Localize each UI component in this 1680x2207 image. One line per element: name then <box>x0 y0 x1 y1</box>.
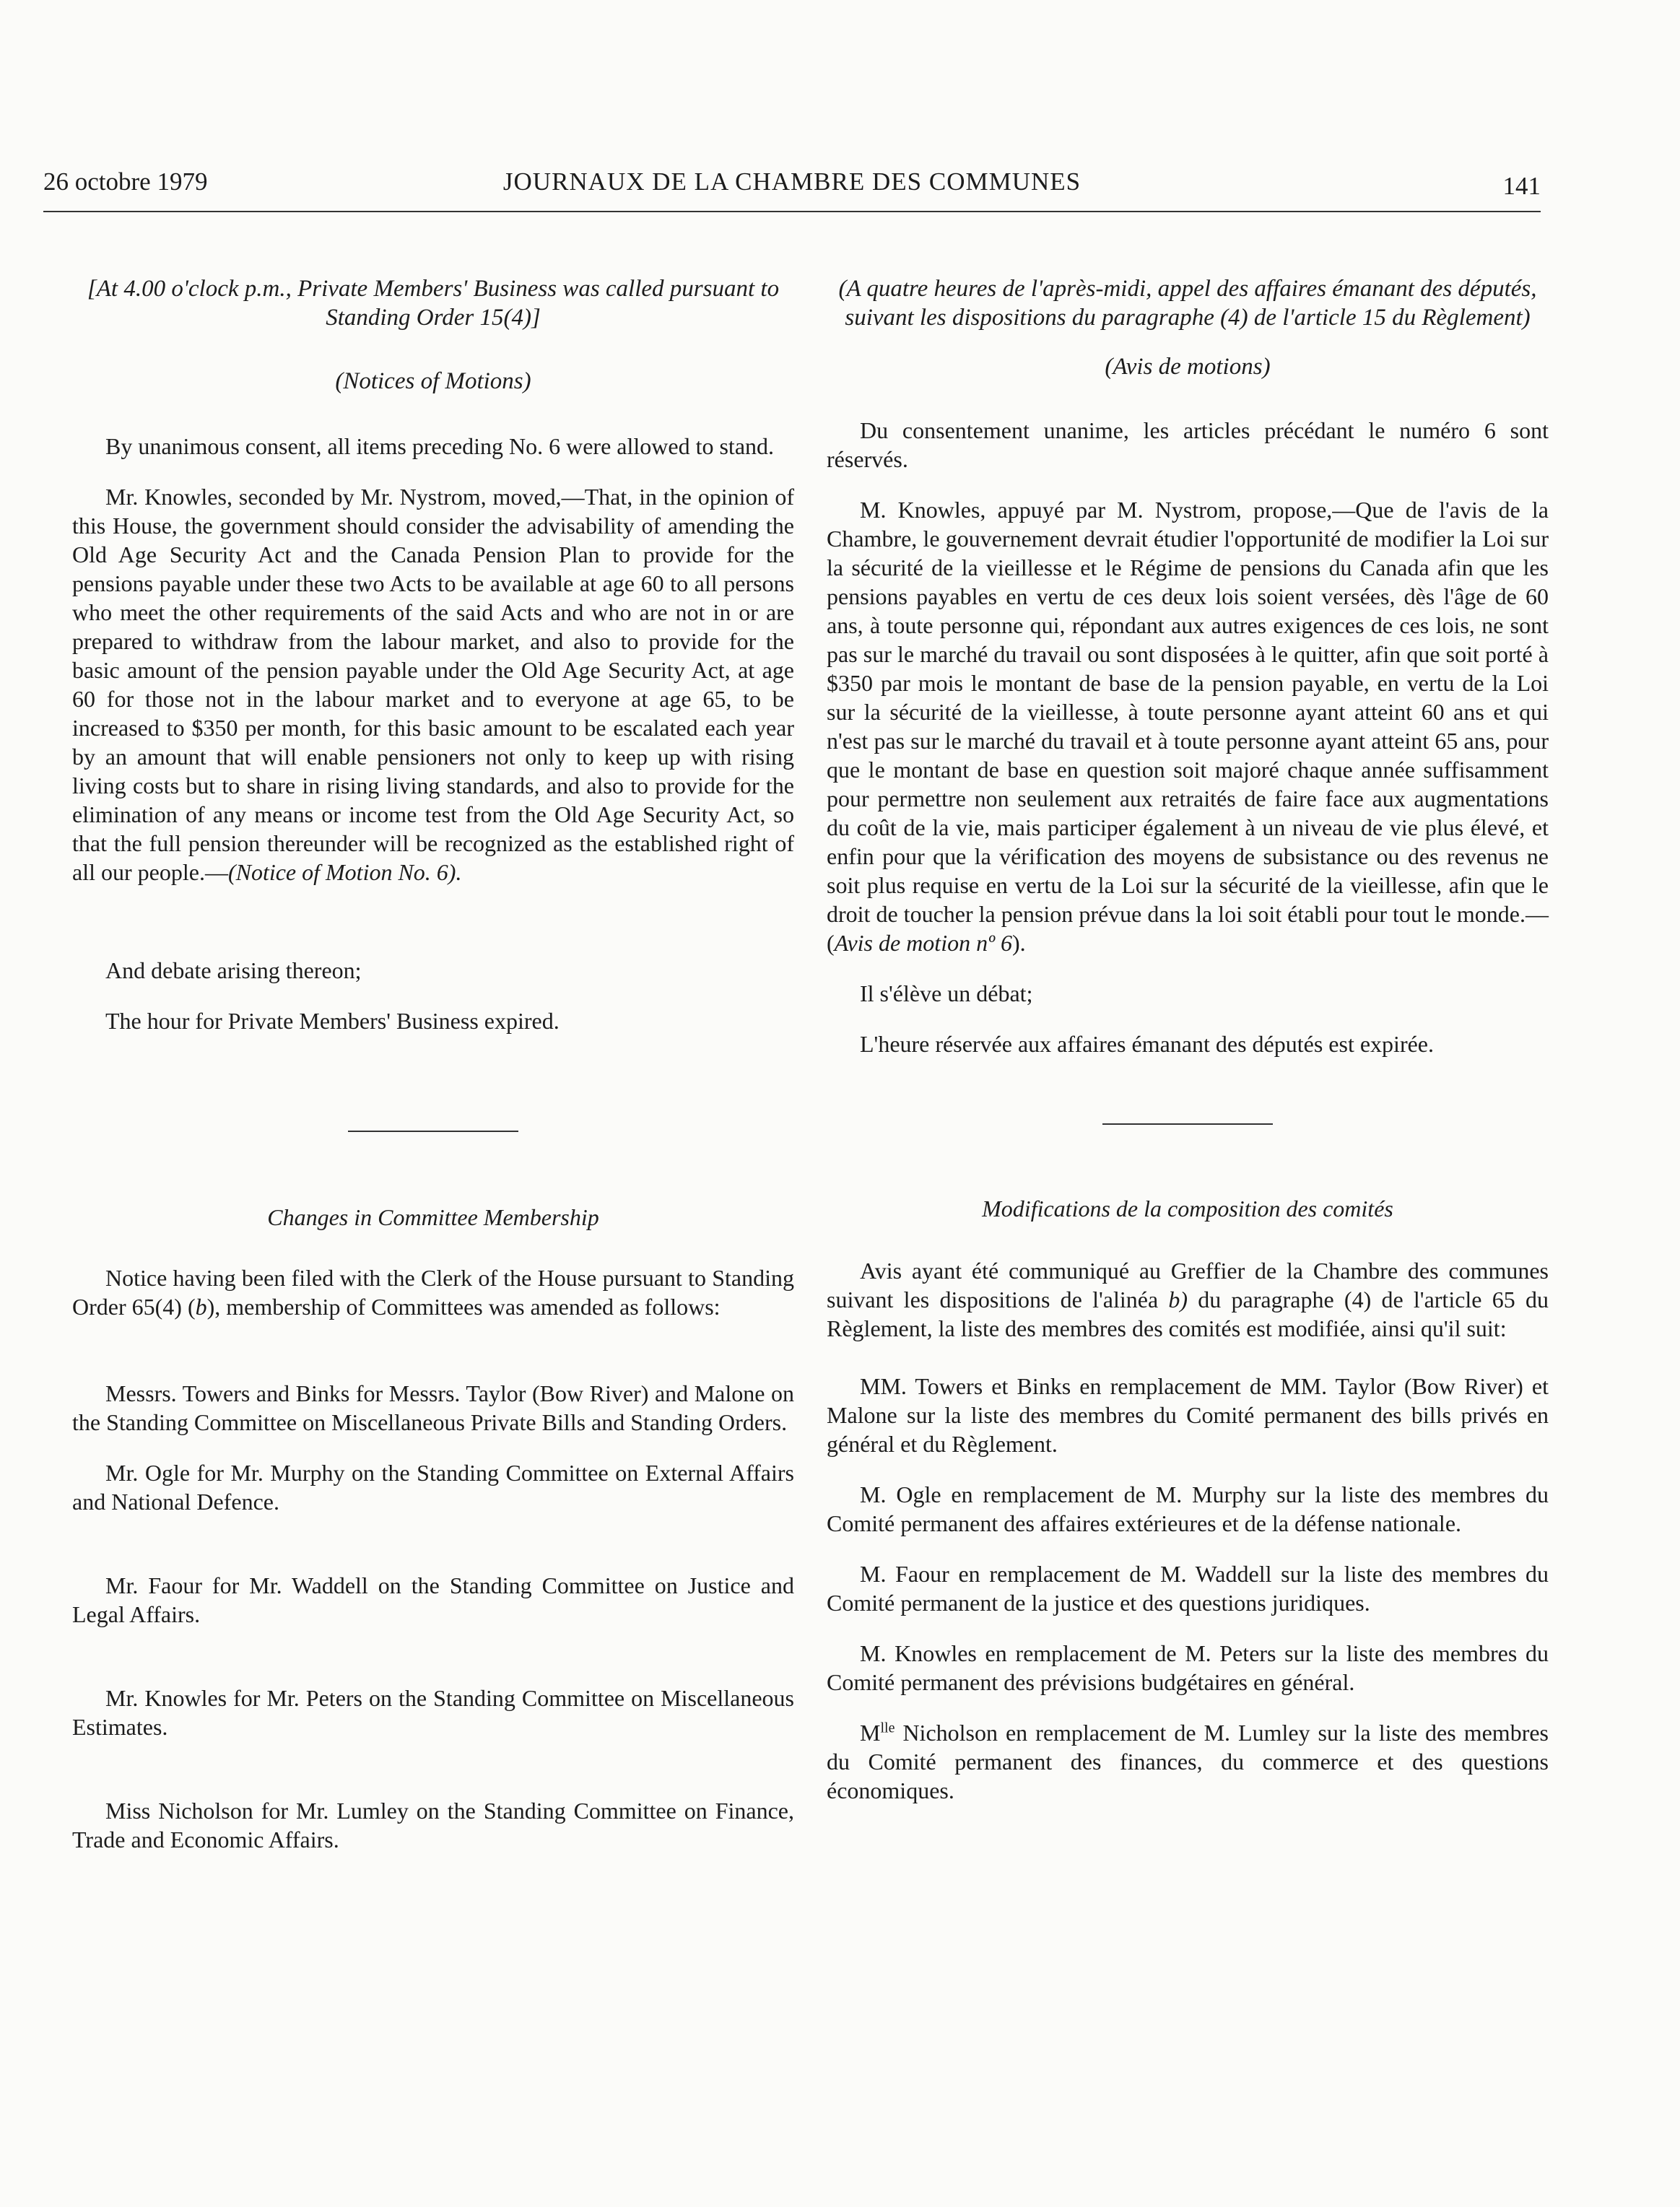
notice-paragraph <box>72 1263 794 1321</box>
expired-paragraph: L'heure réservée aux affaires émanant des députés est expirée. <box>860 1031 1434 1057</box>
membership-change: Mr. Ogle for Mr. Murphy on the Standing Committee on External Affairs and National Defence. <box>72 1460 794 1515</box>
notice-text-start: Avis ayant été communiqué au Greffier de la Chambre des communes suivant les dispositions de l'alinéa <box>827 1258 1549 1313</box>
membership-change: M. Knowles en remplacement de M. Peters sur la liste des membres du Comité permanent des prévisions budgétaires en général. <box>827 1640 1549 1695</box>
membership-change: M. Ogle en remplacement de M. Murphy sur la liste des membres du Comité permanent des affaires extérieures et de la défense nationale. <box>827 1481 1549 1536</box>
intro-bracket: (A quatre heures de l'après-midi, appel des affaires émanant des députés, suivant les dispositions du paragraphe (4) de l'article 15 du Règlement) <box>838 276 1537 331</box>
membership-change: Mr. Faour for Mr. Waddell on the Standing Committee on Justice and Legal Affairs. <box>72 1572 794 1627</box>
notice-text-clause: b <box>195 1294 207 1320</box>
notice-text-end: du paragraphe (4) de l'article 65 du Règlement, la liste des membres des comités est modifiée, ainsi qu'il suit: <box>827 1287 1549 1341</box>
membership-change: M. Faour en remplacement de M. Waddell sur la liste des membres du Comité permanent de la justice et des questions juridiques. <box>827 1561 1549 1616</box>
title-prefix: M <box>860 1720 881 1746</box>
motion-text: M. Knowles, appuyé par M. Nystrom, propose,—Que de l'avis de la Chambre, le gouvernement devrait étudier l'opportunité de modifier la Loi sur la sécurité de la vieillesse et le Régime de pensions du Canada afin que les pensions payables en vertu de ces deux lois soient versées, dès l'âge de 60 ans, à toute personne qui, répondant aux autres exigences de ces lois, ne sont pas sur le marché du travail ou sont disposées à le quitter, afin que soit porté à $350 par mois le montant de base de la pension payable, en vertu de la Loi sur la sécurité de la vieillesse, à toute personne ayant atteint 60 ans et qui n'est pas sur le marché du travail et à toute personne ayant atteint 65 ans, pour que le montant de base en question soit majoré chaque année suffisamment pour permettre non seulement aux retraités de faire face aux augmentations du coût de la vie, mais participer également à un niveau de vie plus élevé, et enfin pour que la vérification des moyens de subsistance ou des revenus ne soit plus requise en vertu de la Loi sur la sécurité de la vieillesse, afin que le droit de toucher la pension prévue dans la loi soit établi pour tout le monde.—( <box>827 497 1549 956</box>
journal-title: JOURNAUX DE LA CHAMBRE DES COMMUNES <box>502 167 1081 196</box>
page-number: 141 <box>1502 172 1541 200</box>
consent-paragraph: By unanimous consent, all items preceding No. 6 were allowed to stand. <box>105 433 775 459</box>
change-text: Nicholson en remplacement de M. Lumley sur la liste des membres du Comité permanent des finances, du commerce et des questions économiques. <box>827 1720 1549 1803</box>
motion-paragraph <box>827 495 1549 957</box>
membership-change: MM. Towers et Binks en remplacement de MM. Taylor (Bow River) et Malone sur la liste des membres du Comité permanent des bills privés en général et du Règlement. <box>827 1373 1549 1457</box>
motion-text: Mr. Knowles, seconded by Mr. Nystrom, moved,—That, in the opinion of this House, the government should consider the advisability of amending the Old Age Security Act and the Canada Pension Plan to provide for the pensions payable under these two Acts to be available at age 60 to all persons who meet the other requirements of the said Acts and who are not in or are prepared to withdraw from the labour market, and also to provide for the basic amount of the pension payable under the Old Age Security Act, at age 60 for those not in the labour market and to everyone at age 65, to be increased to $350 per month, for this basic amount to be escalated each year by an amount that will enable pensioners not only to keep up with rising living costs but to share in rising living standards, and also to provide for the elimination of any means or income test from the Old Age Security Act, so that the full pension thereunder will be recognized as the established right of all our people.— <box>72 484 794 885</box>
debate-paragraph: Il s'élève un débat; <box>860 980 1033 1006</box>
membership-change <box>827 1718 1549 1805</box>
english-column <box>72 274 794 1854</box>
notices-heading: (Notices of Motions) <box>335 368 531 394</box>
membership-change: Miss Nicholson for Mr. Lumley on the Standing Committee on Finance, Trade and Economic Affairs. <box>72 1798 794 1853</box>
committee-heading: Modifications de la composition des comités <box>982 1196 1393 1222</box>
intro-bracket: [At 4.00 o'clock p.m., Private Members' Business was called pursuant to Standing Order 15(4)] <box>87 276 780 331</box>
consent-paragraph: Du consentement unanime, les articles précédant le numéro 6 sont réservés. <box>827 417 1549 472</box>
notices-heading: (Avis de motions) <box>1105 354 1271 380</box>
running-header <box>43 167 1541 212</box>
motion-reference: Avis de motion nº 6 <box>834 930 1012 956</box>
motion-paragraph <box>72 482 794 887</box>
membership-change: Mr. Knowles for Mr. Peters on the Standing Committee on Miscellaneous Estimates. <box>72 1685 794 1740</box>
notice-paragraph <box>827 1256 1549 1343</box>
header-date: 26 octobre 1979 <box>43 167 208 196</box>
debate-paragraph: And debate arising thereon; <box>105 957 362 983</box>
notice-text-start: Notice having been filed with the Clerk of the House pursuant to Standing Order 65(4) ( <box>72 1265 794 1320</box>
title-superscript: lle <box>880 1720 895 1736</box>
notice-text-clause: b) <box>1168 1287 1188 1313</box>
membership-change: Messrs. Towers and Binks for Messrs. Taylor (Bow River) and Malone on the Standing Committee on Miscellaneous Private Bills and Standing Orders. <box>72 1380 794 1435</box>
committee-heading: Changes in Committee Membership <box>267 1204 599 1230</box>
motion-reference-end: ). <box>1012 930 1026 956</box>
motion-reference: (Notice of Motion No. 6). <box>227 859 462 885</box>
french-column <box>827 274 1549 1805</box>
notice-text-end: ), membership of Committees was amended as follows: <box>206 1294 721 1320</box>
expired-paragraph: The hour for Private Members' Business expired. <box>105 1008 560 1034</box>
